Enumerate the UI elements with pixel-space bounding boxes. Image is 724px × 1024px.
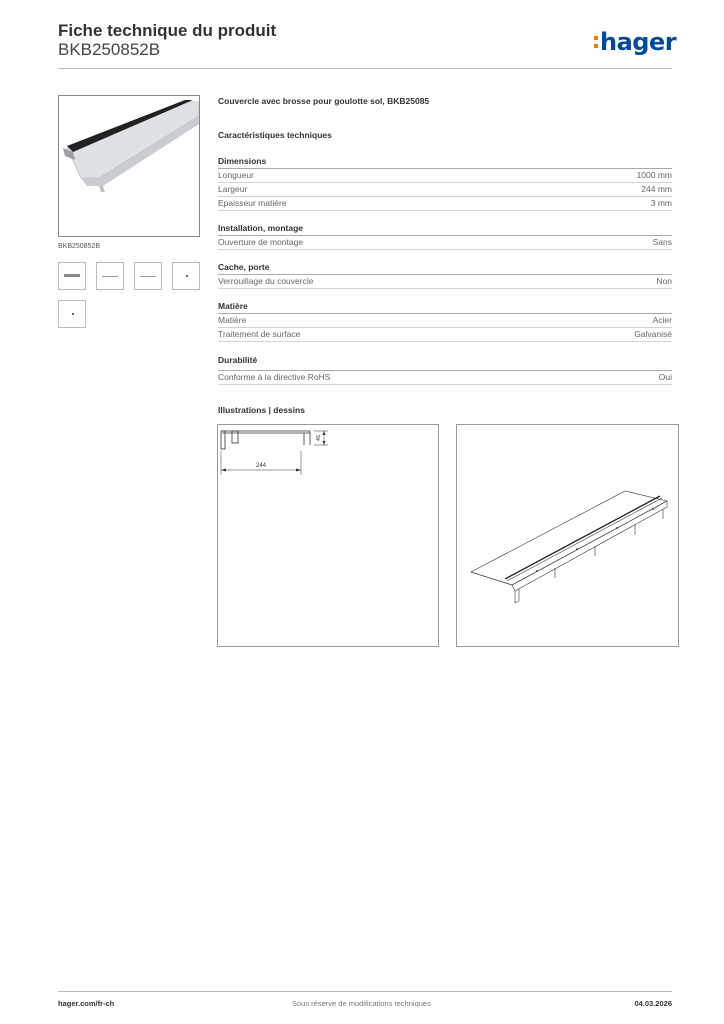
spec-label: Conforme à la directive RoHS: [218, 372, 331, 382]
footer-website-link[interactable]: hager.com/fr-ch: [58, 999, 115, 1008]
product-photo-image: [59, 96, 199, 236]
spec-row: [218, 275, 672, 289]
product-code: BKB250852B: [58, 40, 161, 59]
isometric-drawing[interactable]: [456, 424, 679, 647]
dimension-drawing[interactable]: [217, 424, 439, 647]
product-photo[interactable]: [58, 95, 200, 237]
spec-value: Galvanisé: [634, 329, 672, 339]
spec-row: [218, 183, 672, 197]
photo-caption: BKB250852B: [58, 243, 101, 250]
hager-logo[interactable]: hager: [600, 28, 677, 56]
isometric-cover-drawing: [457, 425, 678, 646]
header-divider: [58, 68, 672, 69]
thumbnail-2[interactable]: [96, 262, 124, 290]
spec-row: [218, 328, 672, 342]
spec-label: Traitement de surface: [218, 329, 301, 339]
spec-row: [218, 236, 672, 250]
spec-value: Acier: [652, 315, 672, 325]
spec-label: Ouverture de montage: [218, 237, 304, 247]
spec-row: [218, 371, 672, 385]
footer-date: 04.03.2026: [634, 999, 672, 1008]
section-heading-cache: Cache, porte: [218, 262, 270, 272]
illustrations-heading: Illustrations | dessins: [218, 405, 305, 415]
spec-value: Sans: [652, 237, 672, 247]
spec-value: 1000 mm: [636, 170, 672, 180]
spec-value: 244 mm: [641, 184, 672, 194]
section-heading-dimensions: Dimensions: [218, 156, 267, 166]
thumbnail-1[interactable]: [58, 262, 86, 290]
spec-label: Largeur: [218, 184, 248, 194]
spec-label: Longueur: [218, 170, 254, 180]
section-heading-material: Matière: [218, 301, 248, 311]
spec-row: [218, 314, 672, 328]
footer-disclaimer: Sous réserve de modifications techniques: [292, 999, 431, 1008]
logo-dots: [594, 36, 599, 49]
spec-value: Oui: [658, 372, 672, 382]
page-title: Fiche technique du produit: [58, 21, 277, 40]
section-heading-installation: Installation, montage: [218, 223, 304, 233]
specs-title: Caractéristiques techniques: [218, 130, 332, 140]
cross-section-drawing: [218, 425, 438, 646]
thumbnail-3[interactable]: [134, 262, 162, 290]
spec-value: Non: [656, 276, 672, 286]
section-heading-durability: Durabilité: [218, 355, 258, 365]
spec-row: [218, 169, 672, 183]
thumbnail-5[interactable]: [58, 300, 86, 328]
dimension-height-label: 45: [316, 434, 322, 442]
dimension-width-label: 244: [255, 463, 267, 469]
spec-row: [218, 197, 672, 211]
spec-label: Epaisseur matière: [218, 198, 287, 208]
spec-label: Matière: [218, 315, 247, 325]
product-description: Couvercle avec brosse pour goulotte sol, BKB25085: [218, 96, 430, 106]
footer-divider: [58, 991, 672, 992]
spec-value: 3 mm: [650, 198, 672, 208]
spec-label: Verrouillage du couvercle: [218, 276, 314, 286]
thumbnail-4[interactable]: [172, 262, 200, 290]
